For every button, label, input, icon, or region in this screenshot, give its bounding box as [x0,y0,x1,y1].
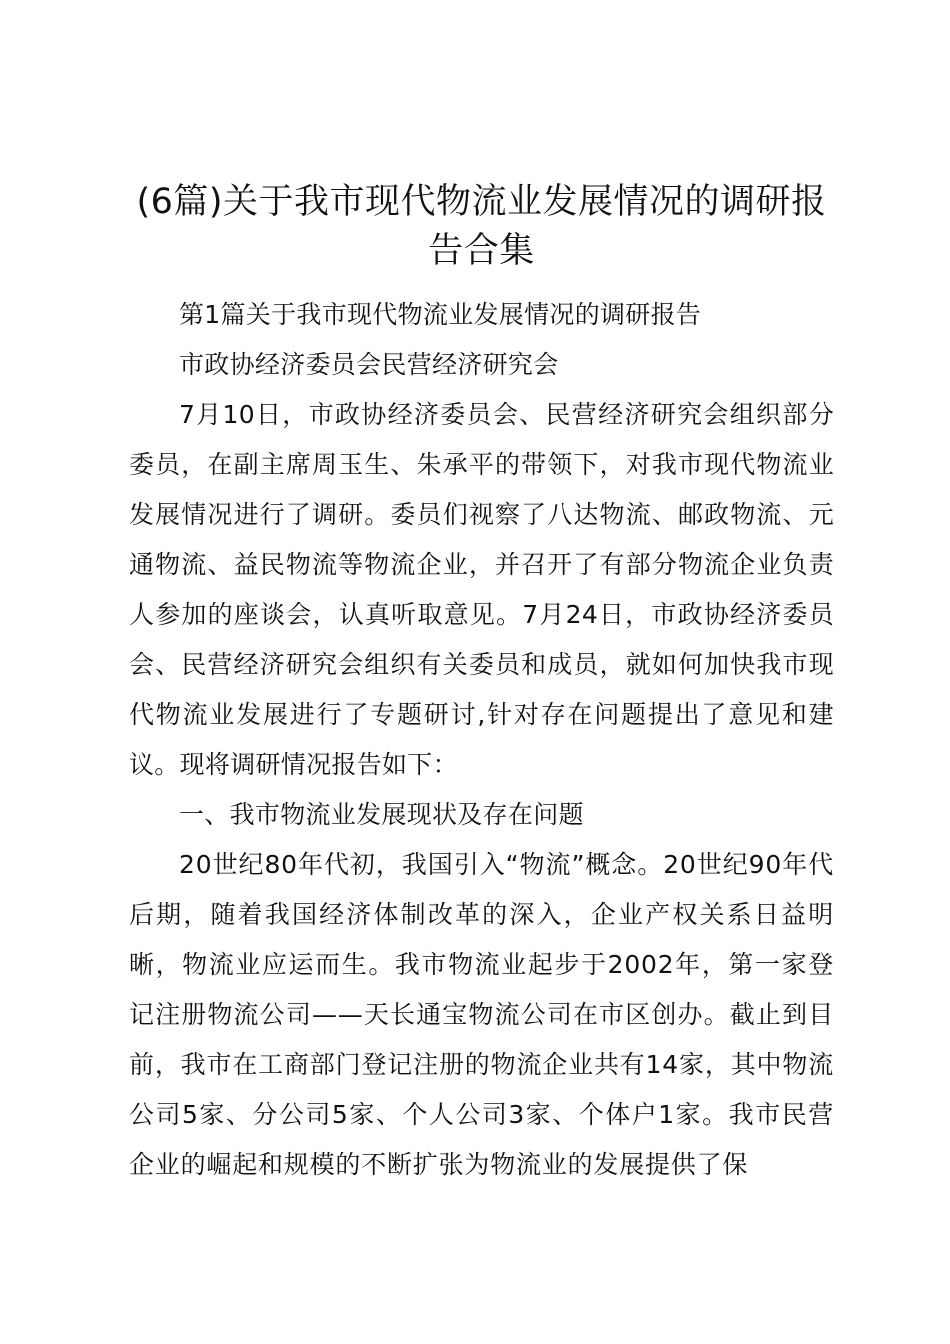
paragraph-intro: 7月10日，市政协经济委员会、民营经济研究会组织部分委员，在副主席周玉生、朱承平的带领下，对我市现代物流业发展情况进行了调研。委员们视察了八达物流、邮政物流、元通物流、益民物流等物流企业，并召开了有部分物流企业负责人参加的座谈会，认真听取意见。7月24日，市政协经济委员会、民营经济研究会组织有关委员和成员，就如何加快我市现代物流业发展进行了专题研讨,针对存在问题提出了意见和建议。现将调研情况报告如下： [129,400,834,779]
document-author: 市政协经济委员会民营经济研究会 [179,350,559,379]
document-body [129,178,834,1190]
document-subtitle: 第1篇关于我市现代物流业发展情况的调研报告 [179,300,702,329]
document-title: (6篇)关于我市现代物流业发展情况的调研报告合集 [136,182,827,271]
paragraph-status: 20世纪80年代初，我国引入“物流”概念。20世纪90年代后期，随着我国经济体制改革的深入，企业产权关系日益明晰，物流业应运而生。我市物流业起步于2002年，第一家登记注册物流公司——天长通宝物流公司在市区创办。截止到目前，我市在工商部门登记注册的物流企业共有14家，其中物流公司5家、分公司5家、个人公司3家、个体户1家。我市民营企业的崛起和规模的不断扩张为物流业的发展提供了保 [129,850,834,1179]
section-heading-1: 一、我市物流业发展现状及存在问题 [179,800,584,829]
